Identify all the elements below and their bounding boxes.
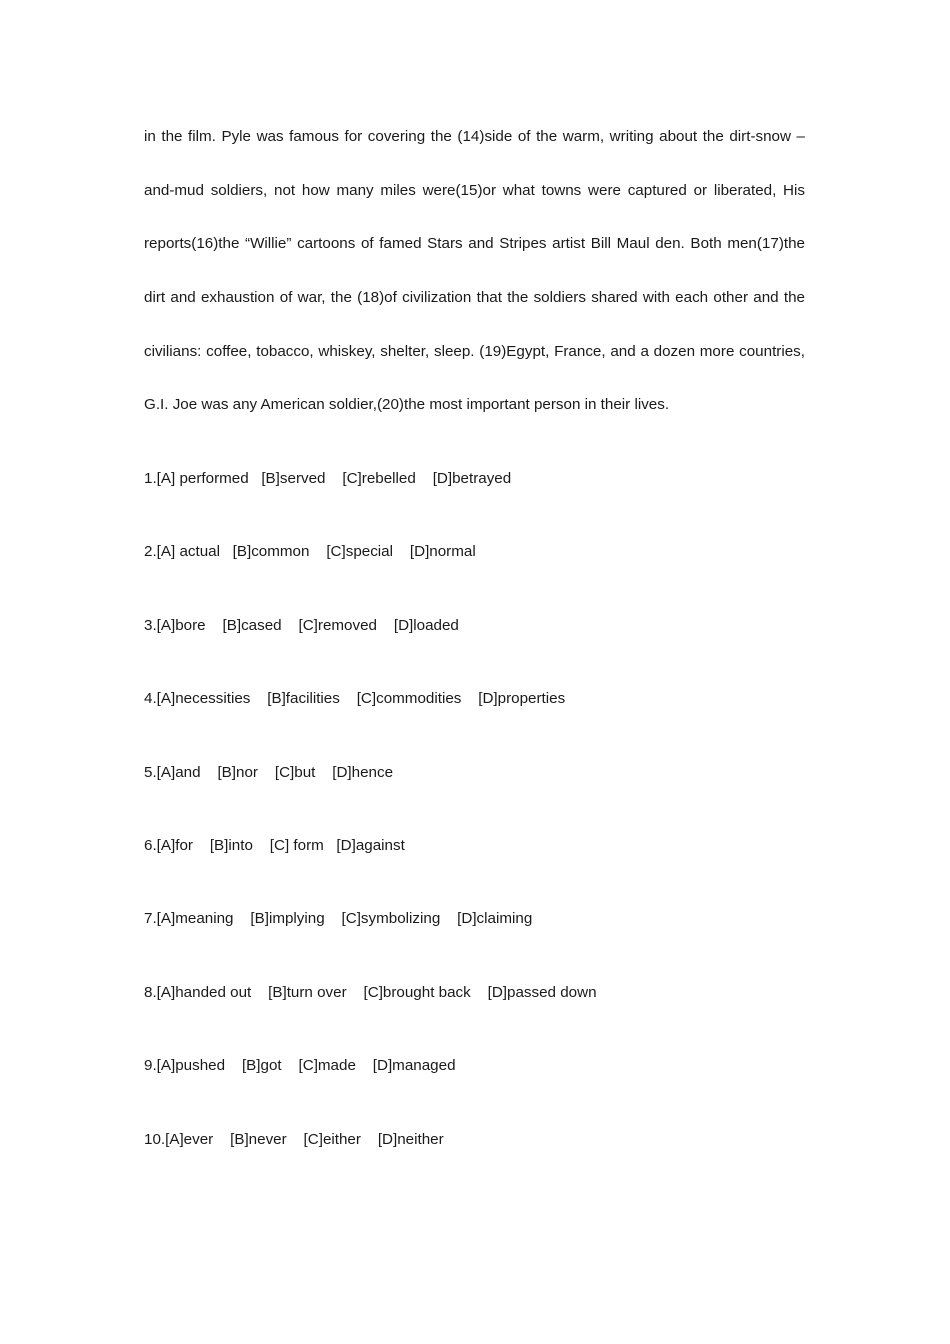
passage-line: G.I. Joe was any American soldier,(20)the most important person in their lives. bbox=[144, 396, 670, 414]
question-item-5: 5.[A]and [B]nor [C]but [D]hence bbox=[144, 763, 394, 781]
passage-line: civilians: coffee, tobacco, whiskey, shelter, sleep. (19)Egypt, France, and a dozen more countries, bbox=[144, 342, 805, 360]
question-item-1: 1.[A] performed [B]served [C]rebelled [D]betrayed bbox=[144, 470, 512, 487]
question-item-6: 6.[A]for [B]into [C] form [D]against bbox=[144, 836, 405, 854]
passage-line: reports(16)the “Willie” cartoons of famed Stars and Stripes artist Bill Maul den. Both men(17)the bbox=[144, 235, 805, 253]
question-item-8: 8.[A]handed out [B]turn over [C]brought back [D]passed down bbox=[144, 983, 597, 1001]
passage bbox=[144, 123, 805, 445]
question-item-3: 3.[A]bore [B]cased [C]removed [D]loaded bbox=[144, 616, 459, 634]
question-item-7: 7.[A]meaning [B]implying [C]symbolizing [D]claiming bbox=[144, 910, 533, 928]
question-item-2: 2.[A] actual [B]common [C]special [D]normal bbox=[144, 543, 476, 561]
passage-line: and-mud soldiers, not how many miles were(15)or what towns were captured or liberated, His bbox=[144, 181, 805, 199]
question-item-10: 10.[A]ever [B]never [C]either [D]neither bbox=[144, 1130, 444, 1148]
passage-line: in the film. Pyle was famous for covering the (14)side of the warm, writing about the dirt-snow – bbox=[144, 128, 805, 145]
passage-line: dirt and exhaustion of war, the (18)of civilization that the soldiers shared with each other and the bbox=[144, 289, 805, 307]
question-list bbox=[144, 465, 805, 1199]
question-item-9: 9.[A]pushed [B]got [C]made [D]managed bbox=[144, 1057, 456, 1075]
question-item-4: 4.[A]necessities [B]facilities [C]commodities [D]properties bbox=[144, 690, 566, 708]
